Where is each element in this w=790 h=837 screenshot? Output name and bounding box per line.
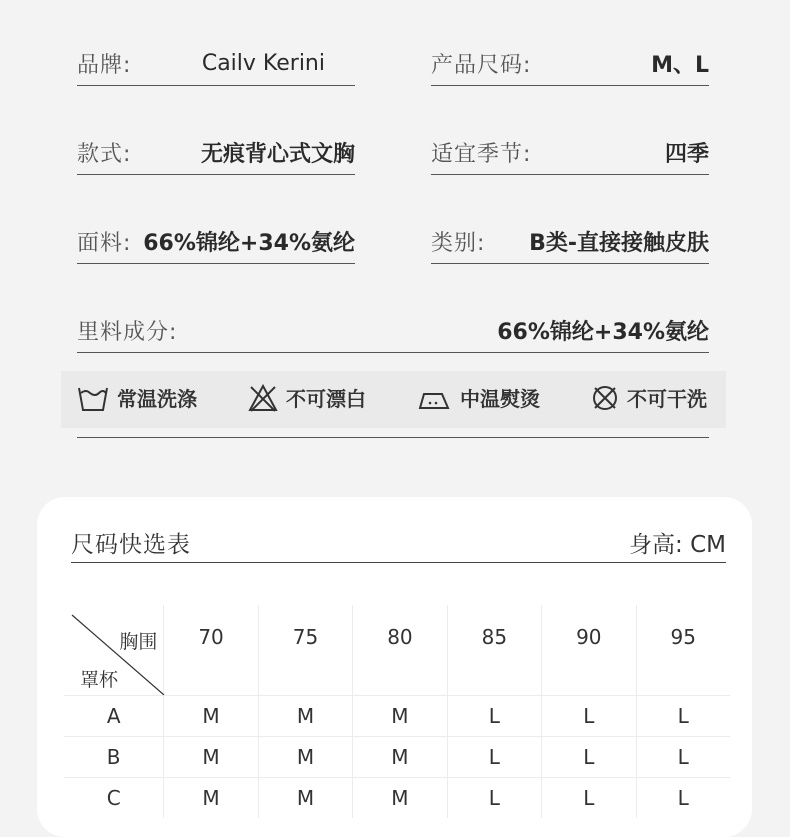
column-header: 70 [163, 605, 257, 695]
table-row [64, 736, 730, 777]
cup-label: A [106, 704, 121, 728]
spec-lining-value: 66%锦纶+34%氨纶 [497, 320, 709, 345]
column-header: 80 [352, 605, 446, 695]
spec-fabric-label: 面料: [77, 231, 132, 256]
size-cell: L [541, 696, 635, 736]
size-table-unit: 身高: CM [629, 532, 726, 558]
table-row [64, 695, 730, 736]
spec-lining [77, 309, 709, 353]
size-cell: L [636, 696, 730, 736]
column-header: 85 [447, 605, 541, 695]
spec-brand [77, 42, 355, 86]
size-table-card [37, 497, 752, 837]
care-dryclean-label: 不可干洗 [627, 387, 707, 411]
spec-size [431, 42, 709, 86]
spec-category-value: B类-直接接触皮肤 [529, 231, 709, 256]
care-dryclean [591, 383, 707, 412]
spec-category-label: 类别: [431, 231, 486, 256]
spec-style-label: 款式: [77, 142, 132, 167]
cup-label: B [106, 745, 121, 769]
size-cell: L [541, 737, 635, 777]
spec-size-label: 产品尺码: [431, 53, 532, 78]
care-wash-label: 常温洗涤 [117, 387, 197, 411]
size-cell: L [636, 778, 730, 818]
cup-label: C [106, 786, 121, 810]
size-table-corner [64, 605, 163, 695]
size-cell: M [352, 778, 446, 818]
spec-brand-value: Cailv Kerini [201, 51, 325, 76]
size-cell: L [447, 696, 541, 736]
size-cell: L [636, 737, 730, 777]
spec-style [77, 131, 355, 175]
no-bleach-icon [248, 384, 278, 412]
size-table-header-row [64, 605, 730, 695]
size-cell: M [352, 696, 446, 736]
column-header: 90 [541, 605, 635, 695]
spec-season [431, 131, 709, 175]
size-cell: M [163, 696, 257, 736]
care-wash [77, 383, 197, 412]
size-cell: M [258, 778, 352, 818]
size-cell: M [352, 737, 446, 777]
care-iron [418, 383, 540, 412]
spec-lining-label: 里料成分: [77, 320, 178, 345]
table-row [64, 777, 730, 818]
spec-brand-label: 品牌: [77, 53, 132, 78]
corner-label-cup: 罩杯 [80, 669, 119, 691]
spec-fabric-value: 66%锦纶+34%氨纶 [143, 231, 355, 256]
size-cell: L [447, 737, 541, 777]
size-cell: M [163, 778, 257, 818]
column-header: 95 [636, 605, 730, 695]
corner-label-bust: 胸围 [119, 631, 158, 653]
size-table [64, 605, 730, 818]
size-cell: M [258, 696, 352, 736]
spec-category [431, 220, 709, 264]
care-bleach-label: 不可漂白 [286, 387, 366, 411]
column-header: 75 [258, 605, 352, 695]
size-cell: L [541, 778, 635, 818]
wash-tub-icon [77, 384, 109, 412]
care-divider [77, 437, 709, 438]
spec-season-label: 适宜季节: [431, 142, 532, 167]
spec-style-value: 无痕背心式文胸 [200, 142, 355, 167]
spec-season-value: 四季 [664, 142, 709, 167]
size-table-title: 尺码快选表 [71, 532, 191, 558]
care-iron-label: 中温熨烫 [460, 387, 540, 411]
size-cell: L [447, 778, 541, 818]
spec-size-value: M、L [651, 53, 709, 78]
no-dryclean-icon [591, 384, 619, 412]
care-bleach [248, 383, 366, 412]
size-cell: M [163, 737, 257, 777]
size-table-header [71, 523, 726, 563]
size-cell: M [258, 737, 352, 777]
iron-icon [418, 384, 452, 412]
spec-fabric [77, 220, 355, 264]
